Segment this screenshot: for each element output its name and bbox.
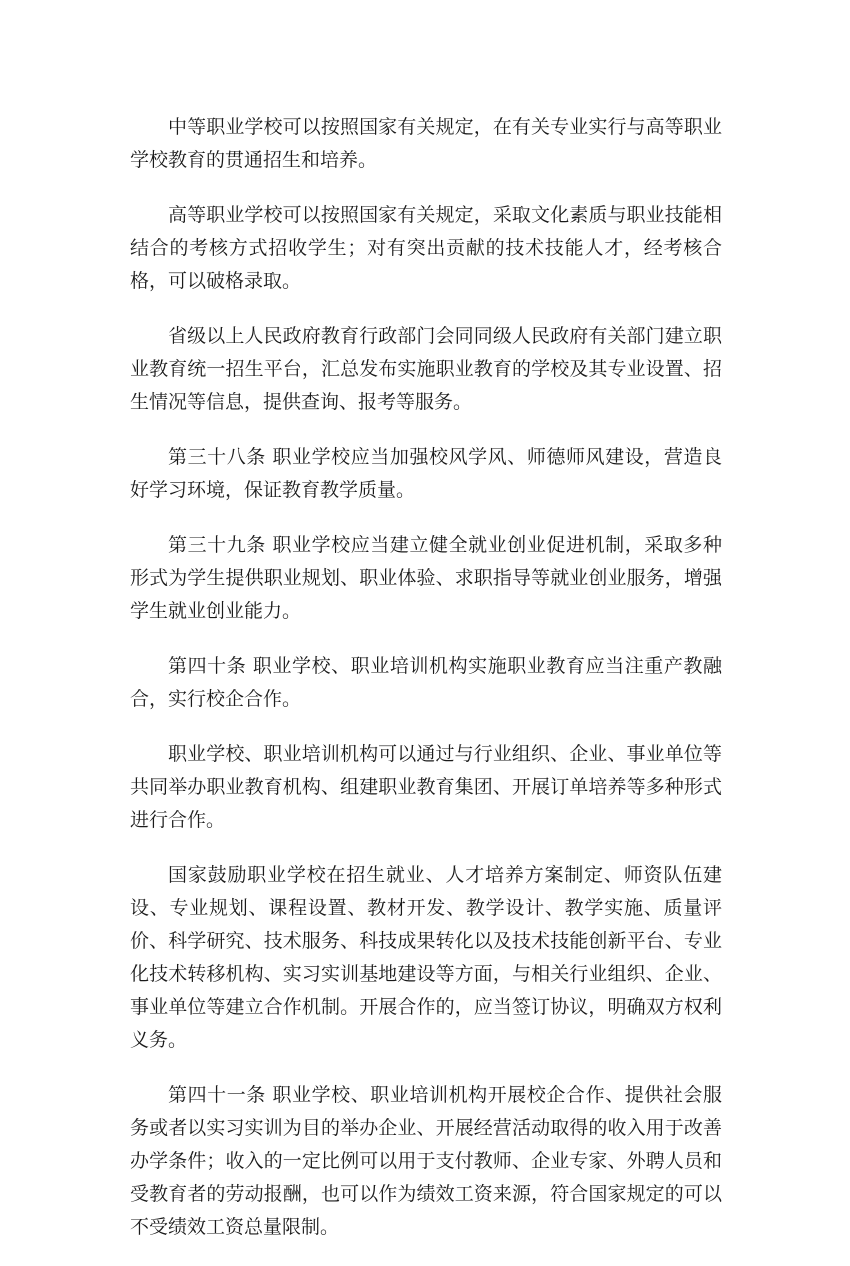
- article-41-paragraph: 第四十一条 职业学校、职业培训机构开展校企合作、提供社会服务或者以实习实训为目的举办企业、开展经营活动取得的收入用于改善办学条件；收入的一定比例可以用于支付教师、企业专家、外聘人员和受教育者的劳动报酬，也可以作为绩效工资来源，符合国家规定的可以不受绩效工资总量限制。: [130, 1084, 722, 1238]
- article-39-paragraph: 第三十九条 职业学校应当建立健全就业创业促进机制，采取多种形式为学生提供职业规划、职业体验、求职指导等就业创业服务，增强学生就业创业能力。: [130, 534, 722, 622]
- article-40-paragraph: 第四十条 职业学校、职业培训机构实施职业教育应当注重产教融合，实行校企合作。: [130, 655, 722, 710]
- paragraph: 中等职业学校可以按照国家有关规定，在有关专业实行与高等职业学校教育的贯通招生和培养。: [130, 116, 722, 171]
- paragraph: 高等职业学校可以按照国家有关规定，采取文化素质与职业技能相结合的考核方式招收学生；对有突出贡献的技术技能人才，经考核合格，可以破格录取。: [130, 204, 722, 292]
- document-body: [130, 111, 722, 1266]
- article-38-paragraph: 第三十八条 职业学校应当加强校风学风、师德师风建设，营造良好学习环境，保证教育教学质量。: [130, 446, 722, 501]
- paragraph: 省级以上人民政府教育行政部门会同同级人民政府有关部门建立职业教育统一招生平台，汇总发布实施职业教育的学校及其专业设置、招生情况等信息，提供查询、报考等服务。: [130, 325, 722, 413]
- paragraph: 职业学校、职业培训机构可以通过与行业组织、企业、事业单位等共同举办职业教育机构、组建职业教育集团、开展订单培养等多种形式进行合作。: [130, 743, 722, 831]
- paragraph: 国家鼓励职业学校在招生就业、人才培养方案制定、师资队伍建设、专业规划、课程设置、教材开发、教学设计、教学实施、质量评价、科学研究、技术服务、科技成果转化以及技术技能创新平台、专业化技术转移机构、实习实训基地建设等方面，与相关行业组织、企业、事业单位等建立合作机制。开展合作的，应当签订协议，明确双方权利义务。: [130, 864, 722, 1051]
